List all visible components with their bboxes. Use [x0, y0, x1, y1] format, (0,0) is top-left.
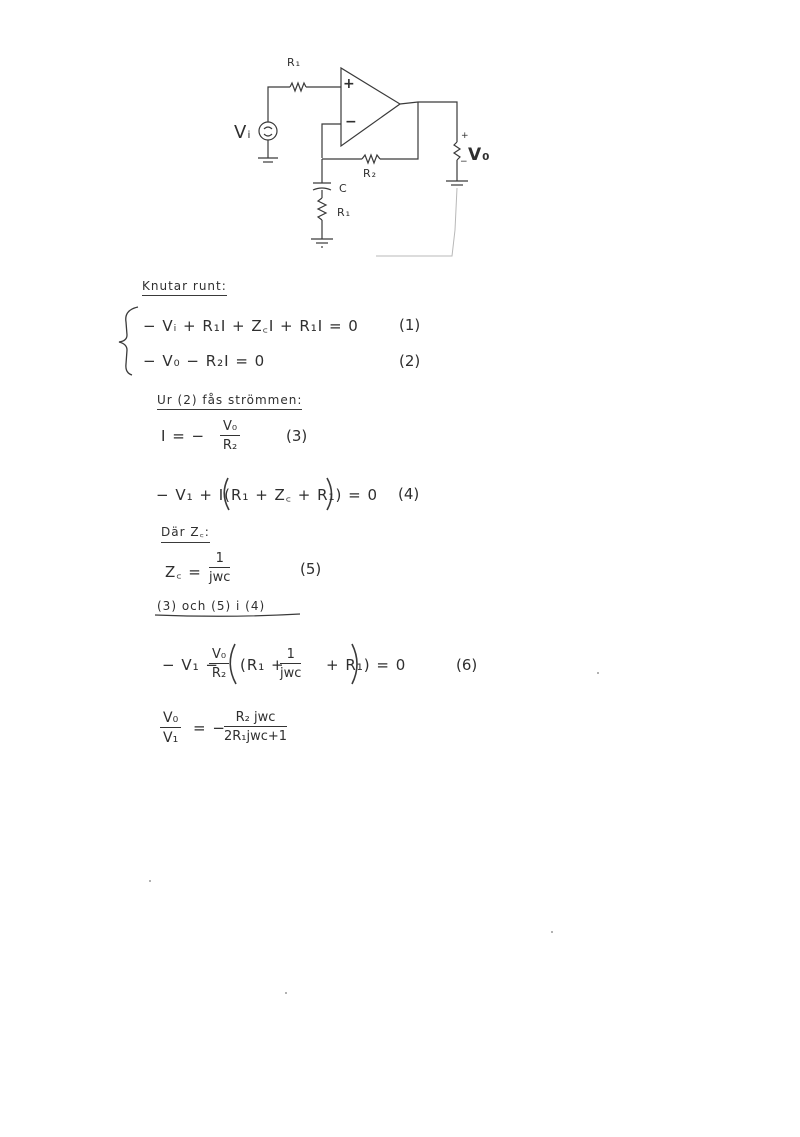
- scan-speck: [551, 931, 553, 933]
- step-1-heading: Ur (2) fås strömmen:: [157, 393, 302, 410]
- result-equals: = −: [193, 719, 226, 737]
- equation-4-number: (4): [398, 485, 420, 503]
- equation-6-lhs: − V₁ −: [162, 656, 219, 674]
- label-vo-plus: +: [461, 131, 470, 141]
- label-vi: Vᵢ: [234, 122, 252, 143]
- fraction-numerator: V₀: [220, 419, 240, 436]
- fraction-denominator: R₂: [222, 438, 238, 453]
- equation-5-number: (5): [300, 560, 322, 578]
- equation-brace-icon: [119, 307, 138, 375]
- scan-speck: [597, 672, 599, 674]
- equation-5-fraction: [209, 551, 230, 585]
- result-rhs-fraction: [224, 710, 287, 744]
- equation-4: − V₁ + I(R₁ + Z꜀ + R₁) = 0: [156, 486, 379, 504]
- section-heading: Knutar runt:: [142, 279, 227, 296]
- fraction-denominator: R₂: [211, 666, 227, 681]
- fraction-numerator: R₂ jwc: [224, 710, 287, 727]
- fraction-numerator: V₀: [160, 710, 181, 728]
- step-2-heading: Där Z꜀:: [161, 523, 210, 543]
- resistor-r1-icon: [290, 83, 306, 91]
- fraction-denominator: V₁: [163, 730, 179, 746]
- equation-6-paren-open: (R₁ +: [240, 656, 285, 674]
- equation-6-number: (6): [456, 656, 478, 674]
- fraction-denominator: jwc: [209, 570, 231, 585]
- step-3-heading: (3) och (5) i (4): [157, 599, 266, 613]
- label-r1-bottom: R₁: [337, 206, 352, 219]
- label-minus-input: −: [345, 114, 358, 130]
- resistor-r2-icon: [362, 155, 380, 163]
- equation-3-fraction: [220, 419, 240, 453]
- equation-6-fraction-1: [209, 647, 229, 681]
- voltage-source-icon: [259, 122, 277, 140]
- fraction-denominator: 2R₁jwc+1: [224, 729, 288, 744]
- label-r1: R₁: [287, 56, 302, 69]
- equation-3-number: (3): [286, 427, 308, 445]
- scan-speck: [149, 880, 151, 882]
- equation-5-lhs: Z꜀ =: [165, 563, 202, 581]
- fraction-numerator: 1: [280, 647, 301, 664]
- label-r2: R₂: [363, 167, 378, 180]
- fraction-numerator: V₀: [209, 647, 229, 664]
- equation-6-fraction-2: [280, 647, 301, 681]
- label-vo-minus: −: [460, 157, 469, 167]
- equation-2-number: (2): [399, 352, 421, 370]
- resistor-r1-bottom-icon: [318, 198, 326, 220]
- equation-1: − Vᵢ + R₁I + Z꜀I + R₁I = 0: [143, 317, 359, 335]
- fraction-denominator: jwc: [280, 666, 302, 681]
- result-lhs-fraction: [160, 710, 181, 746]
- paren-left-icon: [230, 644, 236, 684]
- label-c: C: [339, 182, 348, 195]
- fraction-numerator: 1: [209, 551, 230, 568]
- equation-1-number: (1): [399, 316, 421, 334]
- label-vo: V₀: [468, 145, 491, 165]
- equation-2: − V₀ − R₂I = 0: [143, 352, 266, 370]
- equation-3-lhs: I = −: [161, 427, 206, 445]
- label-plus-input: +: [343, 76, 356, 92]
- scan-speck: [285, 992, 287, 994]
- equation-6-paren-close: + R₁) = 0: [326, 656, 407, 674]
